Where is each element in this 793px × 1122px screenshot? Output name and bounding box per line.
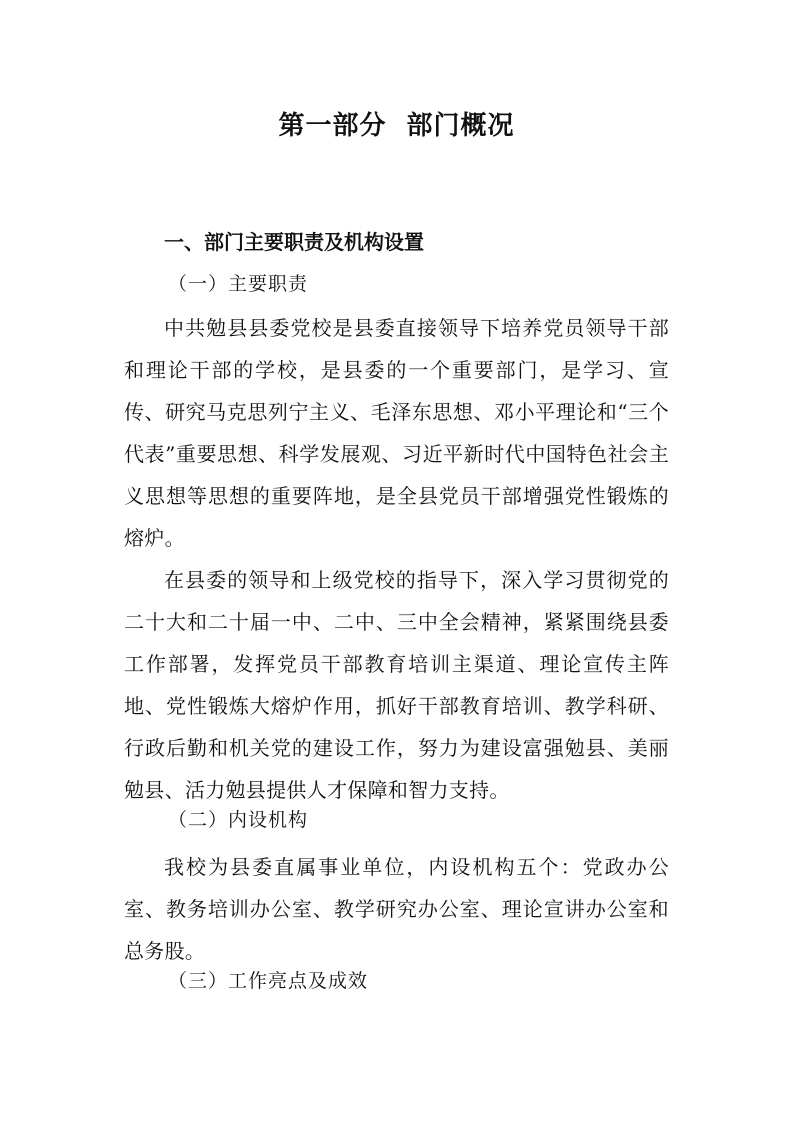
paragraph-school-overview: 中共勉县县委党校是县委直接领导下培养党员领导干部和理论干部的学校，是县委的一个重要部门，是学习、宣传、研究马克思列宁主义、毛泽东思想、邓小平理论和“三个代表”重要思想、科学发展观、习近平新时代中国特色社会主义思想等思想的重要阵地，是全县党员干部增强党性锻炼的熔炉。: [124, 316, 669, 550]
paragraph-work-focus: 在县委的领导和上级党校的指导下，深入学习贯彻党的二十大和二十届一中、二中、三中全会精神，紧紧围绕县委工作部署，发挥党员干部教育培训主渠道、理论宣传主阵地、党性锻炼大熔炉作用，抓好干部教育培训、教学科研、行政后勤和机关党的建设工作，努力为建设富强勉县、美丽勉县、活力勉县提供人才保障和智力支持。: [124, 568, 669, 802]
section-heading-duties-structure: 一、部门主要职责及机构设置: [164, 230, 424, 254]
subheading-highlights: （三）工作亮点及成效: [168, 970, 369, 992]
subheading-main-duties: （一）主要职责: [168, 273, 309, 295]
paragraph-internal-departments: 我校为县委直属事业单位，内设机构五个：党政办公室、教务培训办公室、教学研究办公室、理论宣讲办公室和总务股。: [124, 855, 669, 963]
page-title: 第一部分 部门概况: [278, 111, 515, 141]
subheading-internal-structure: （二）内设机构: [168, 809, 309, 831]
